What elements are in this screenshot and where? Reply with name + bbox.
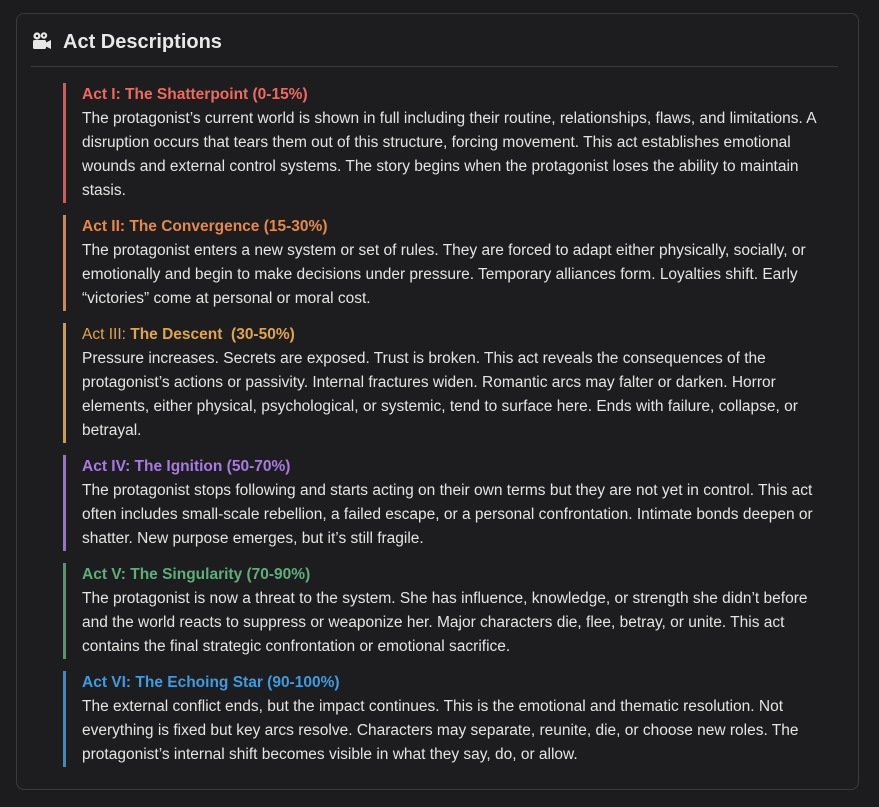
act-list xyxy=(63,83,823,779)
card-title: Act Descriptions xyxy=(63,31,222,53)
act-item-5 xyxy=(63,563,823,659)
act-item-6 xyxy=(63,671,823,767)
act-description: The protagonist stops following and starts acting on their own terms but they are not yet in control. This act often includes small-scale rebellion, a failed escape, or a personal confrontation. Intimate bonds deepen or shatter. New purpose emerges, but it’s still fragile. xyxy=(82,482,813,547)
act-item-2 xyxy=(63,215,823,311)
movie-camera-icon xyxy=(31,30,53,52)
act-description: The protagonist enters a new system or set of rules. They are forced to adapt either physically, socially, or emotionally and begin to make decisions under pressure. Temporary alliances form. Loyalties shift. Early “victories” come at personal or moral cost. xyxy=(82,242,806,307)
act-title: Act II: The Convergence (15-30%) xyxy=(82,218,328,235)
act-item-4 xyxy=(63,455,823,551)
act-descriptions-card xyxy=(16,13,859,790)
act-item-3 xyxy=(63,323,823,443)
act-description: The protagonist is now a threat to the system. She has influence, knowledge, or strength she didn’t before and the world reacts to suppress or weaponize her. Major characters die, flee, betray, or unite. This act contains the final strategic confrontation or emotional sacrifice. xyxy=(82,590,808,655)
act-title-main: The Descent xyxy=(130,326,223,343)
act-title: Act V: The Singularity (70-90%) xyxy=(82,566,311,583)
act-title: Act VI: The Echoing Star (90-100%) xyxy=(82,674,340,691)
act-title xyxy=(82,323,823,347)
act-title: Act I: The Shatterpoint (0-15%) xyxy=(82,86,308,103)
act-title-prefix: Act III: xyxy=(82,326,131,343)
act-title: Act IV: The Ignition (50-70%) xyxy=(82,458,291,475)
act-description: The external conflict ends, but the impact continues. This is the emotional and thematic resolution. Not everything is fixed but key arcs resolve. Characters may separate, reunite, die, or choose new roles. The protagonist’s internal shift becomes visible in what they say, do, or allow. xyxy=(82,698,799,763)
card-header xyxy=(31,28,838,67)
act-item-1 xyxy=(63,83,823,203)
act-description: The protagonist’s current world is shown in full including their routine, relationships, flaws, and limitations. A disruption occurs that tears them out of this structure, forcing movement. This act establishes emotional wounds and external control systems. The story begins when the protagonist loses the ability to maintain stasis. xyxy=(82,110,816,199)
act-description: Pressure increases. Secrets are exposed. Trust is broken. This act reveals the consequences of the protagonist’s actions or passivity. Internal fractures widen. Romantic arcs may falter or darken. Horror elements, either physical, psychological, or systemic, tend to surface here. Ends with failure, collapse, or betrayal. xyxy=(82,350,798,439)
act-title-range: (30-50%) xyxy=(231,326,295,343)
